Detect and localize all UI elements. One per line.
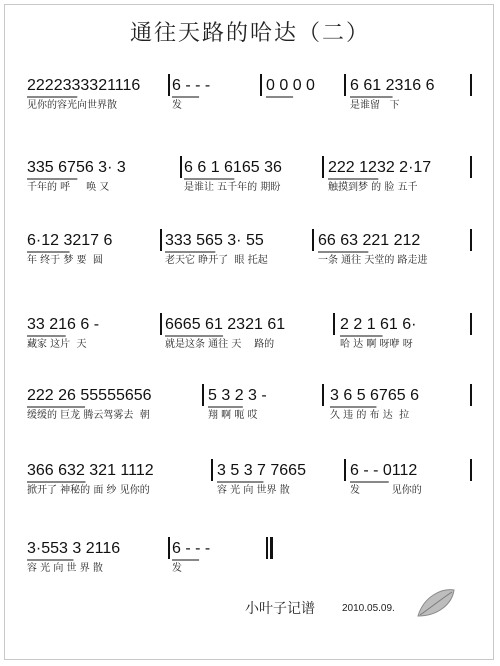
bar-line: [312, 229, 314, 251]
transcription-date: 2010.05.09.: [342, 603, 395, 614]
bar-line: [160, 229, 162, 251]
lyric-line: 见你的容光向世界散: [27, 100, 117, 111]
lyric-line: 发: [172, 563, 182, 574]
bar-line: [260, 74, 262, 96]
notation-measure: 6 - - 0112: [350, 462, 418, 479]
lyric-line: 容 光 向 世界 散: [217, 485, 290, 496]
bar-line: [470, 459, 472, 481]
notation-measure: 222 26 55555656: [27, 387, 152, 404]
bar-line: [470, 313, 472, 335]
notation-measure: 5 3 2 3 -: [208, 387, 267, 404]
bar-line: [333, 313, 335, 335]
lyric-line: 一条 通往 天堂的 路走进: [318, 255, 428, 266]
bar-line: [344, 459, 346, 481]
lyric-line: 缓缓的 巨龙 腾云驾雾去 朝: [27, 410, 150, 421]
lyric-line: 千年的 呼 唤 又: [27, 182, 110, 193]
bar-line: [322, 384, 324, 406]
notation-measure: 366 632 321 1112: [27, 462, 154, 479]
bar-line: [344, 74, 346, 96]
notation-measure: 3 6 5 6765 6: [330, 387, 419, 404]
lyric-line: 老天它 睁开了 眼 托起: [165, 255, 268, 266]
bar-line: [470, 229, 472, 251]
lyric-line: 久 违 的 布 达 拉: [330, 410, 410, 421]
notation-measure: 6 6 1 6165 36: [184, 159, 282, 176]
notation-measure: 2222333321116: [27, 77, 141, 94]
lyric-line: 哈 达 啊 呀咿 呀: [340, 339, 413, 350]
bar-line: [168, 74, 170, 96]
notation-measure: 66 63 221 212: [318, 232, 421, 249]
notation-measure: 6 - - -: [172, 77, 211, 94]
notation-measure: 335 6756 3· 3: [27, 159, 126, 176]
leaf-icon: [414, 586, 458, 620]
bar-line: [180, 156, 182, 178]
lyric-line: 是谁留 下: [350, 100, 400, 111]
lyric-line: 藏家 这片 天: [27, 339, 87, 350]
notation-measure: 6 - - -: [172, 540, 211, 557]
lyric-line: 就是这条 通往 天 路的: [165, 339, 275, 350]
bar-line: [211, 459, 213, 481]
notation-measure: 6665 61 2321 61: [165, 316, 286, 333]
lyric-line: 发 见你的: [350, 485, 422, 496]
bar-line: [470, 156, 472, 178]
notation-measure: 0 0 0 0: [266, 77, 315, 94]
bar-line: [160, 313, 162, 335]
notation-measure: 222 1232 2·17: [328, 159, 432, 176]
lyric-line: 触摸到梦 的 脸 五千: [328, 182, 418, 193]
lyric-line: 容 光 向 世 界 散: [27, 563, 103, 574]
bar-line: [322, 156, 324, 178]
final-bar-thin: [266, 537, 268, 559]
lyric-line: 年 终于 梦 要 圆: [27, 255, 103, 266]
notation-measure: 333 565 3· 55: [165, 232, 264, 249]
notation-measure: 3 5 3 7 7665: [217, 462, 306, 479]
final-bar-thick: [270, 537, 273, 559]
song-title: 通往天路的哈达（二）: [129, 21, 370, 46]
notation-measure: 6 61 2316 6: [350, 77, 435, 94]
notation-measure: 2 2 1 61 6·: [340, 316, 417, 333]
transcriber-signature: 小叶子记谱: [245, 601, 315, 617]
notation-measure: 3·553 3 2116: [27, 540, 121, 557]
bar-line: [168, 537, 170, 559]
lyric-line: 是谁让 五千年的 期盼: [184, 182, 281, 193]
lyric-line: 发: [172, 100, 182, 111]
notation-measure: 33 216 6 -: [27, 316, 100, 333]
bar-line: [202, 384, 204, 406]
bar-line: [470, 384, 472, 406]
lyric-line: 翔 啊 呃 哎: [208, 410, 258, 421]
notation-measure: 6·12 3217 6: [27, 232, 113, 249]
bar-line: [470, 74, 472, 96]
lyric-line: 掀开了 神秘的 面 纱 见你的: [27, 485, 150, 496]
